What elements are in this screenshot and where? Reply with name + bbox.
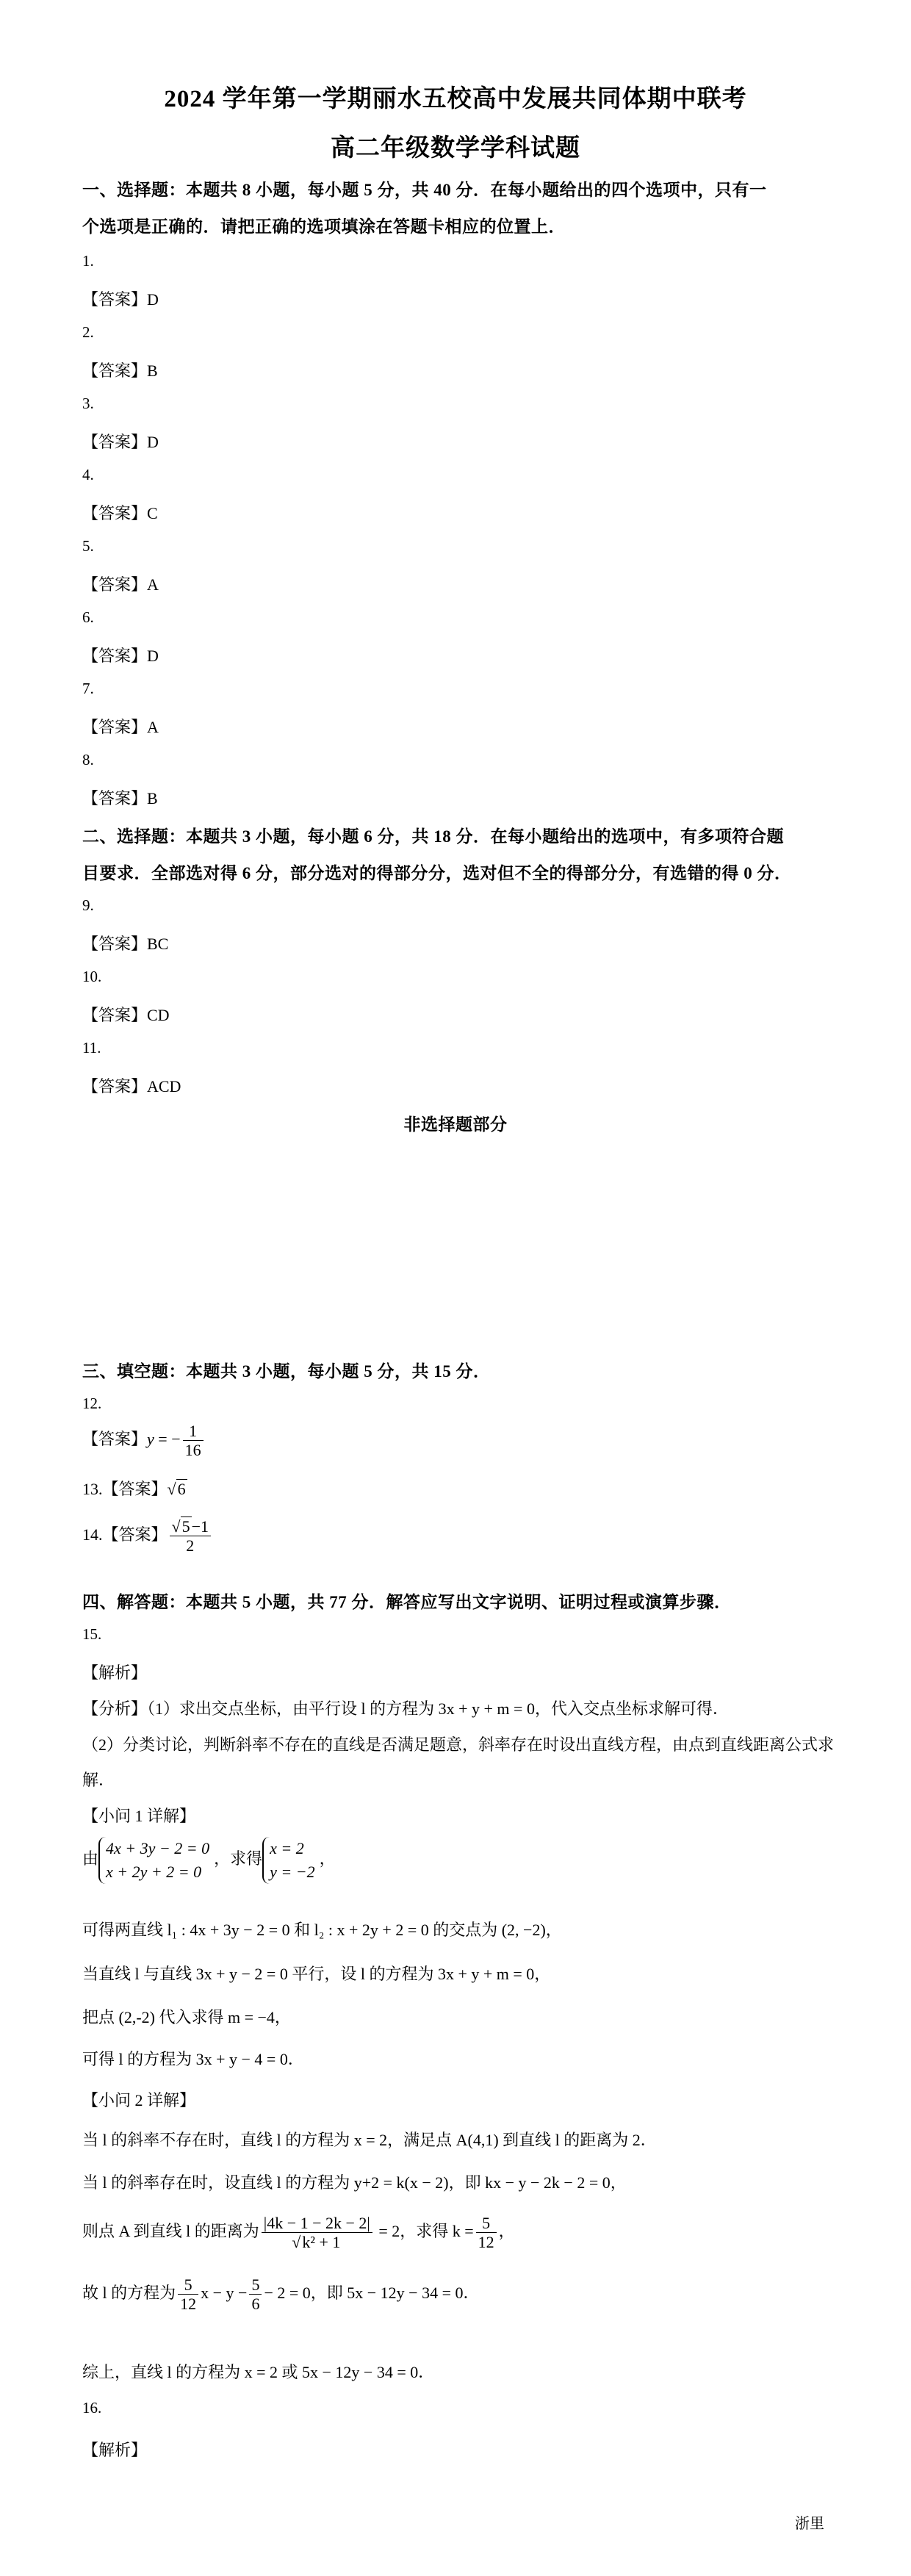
answer-line: 【答案】D [82,433,159,451]
analysis-line: （2）分类讨论，判断斜率不存在的直线是否满足题意，斜率存在时设出直线方程，由点到直线距离公式求 [82,1735,835,1754]
solution-line: 把点 (2,-2) 代入求得 m = −4， [82,2008,291,2026]
denominator: 12 [478,2233,494,2252]
denominator: 16 [184,1441,201,1460]
text: 故 l 的方程为 [82,2283,176,2302]
sub-question-label: 【小问 1 详解】 [82,1807,196,1825]
fraction [476,2214,497,2252]
fraction [262,2214,372,2252]
question-number: 12. [82,1395,102,1412]
text: − 2 = 0，即 5x − 12y − 34 = 0． [264,2283,480,2302]
question-number: 2. [82,323,94,341]
page-title: 2024 学年第一学期丽水五校高中发展共同体期中联考 [164,86,747,112]
denominator [262,2233,372,2251]
question-number: 9. [82,896,94,914]
radicand: 5 [181,1517,190,1536]
numerator: 1 [183,1422,204,1441]
fraction [170,1517,212,1555]
jiexi-label: 【解析】 [82,2441,148,2459]
question-number: 5. [82,537,94,555]
sub-question-label: 【小问 2 详解】 [82,2091,196,2109]
numerator [170,1517,212,1536]
denominator: 12 [180,2295,197,2314]
answer-line: 【答案】A [82,575,159,594]
solution-line: 可得两直线 l₁ : 4x + 3y − 2 = 0 和 l₂ : x + 2y + 2 = 0 的交点为 (2, −2)， [82,1921,562,1939]
equation: x + 2y + 2 = 0 [106,1862,202,1881]
numerator-rest: −1 [191,1517,209,1536]
answer-label: 14.【答案】 [82,1525,168,1544]
text: ，求得 [214,1849,263,1868]
section2-heading-line1: 二、选择题：本题共 3 小题，每小题 6 分，共 18 分．在每小题给出的选项中，有多项符合题 [82,827,784,846]
text: ， [498,2221,515,2240]
question-number: 3. [82,395,94,412]
numerator: 5 [249,2275,262,2295]
question-number: 16. [82,2399,102,2417]
section1-heading-line2: 个选项是正确的．请把正确的选项填涂在答题卡相应的位置上． [82,217,566,236]
equation: y = −2 [270,1862,315,1881]
question-number: 1. [82,252,94,270]
answer-line: 【答案】A [82,718,159,736]
answer-label: 【答案】 [82,1429,148,1448]
answer-line: 【答案】B [82,789,158,807]
footer-mark: 浙里 [795,2516,824,2532]
sqrt-expression: √k² + 1 [292,2233,341,2252]
text: x − y − [201,2283,248,2302]
question-number: 7. [82,680,94,697]
solution-line: 当 l 的斜率存在时，设直线 l 的方程为 y+2 = k(x − 2)，即 kx − y − 2k − 2 = 0， [82,2173,627,2192]
answer-line: 【答案】ACD [82,1077,181,1095]
solution-line: 当 l 的斜率不存在时，直线 l 的方程为 x = 2，满足点 A(4,1) 到直线 l 的距离为 2． [82,2131,657,2149]
page-subtitle: 高二年级数学学科试题 [331,135,580,162]
conclusion-line: 综上，直线 l 的方程为 x = 2 或 5x − 12y − 34 = 0． [82,2363,435,2381]
equation-system-line [82,1837,336,1884]
equation: x = 2 [270,1839,304,1857]
numerator: |4k − 1 − 2k − 2| [262,2214,372,2233]
fraction [183,1422,204,1460]
text: 由 [82,1849,99,1868]
answer-line: 【答案】C [82,504,158,522]
text: ， [319,1849,336,1868]
equation-line [82,2275,480,2314]
sqrt-expression: √6 [167,1480,186,1498]
analysis-line: 解． [82,1771,115,1789]
analysis-line: 【分析】（1）求出交点坐标，由平行设 l 的方程为 3x + y + m = 0，代入交点坐标求解可得． [82,1699,729,1718]
sqrt-expression: √5 [171,1517,190,1536]
solution-line: 当直线 l 与直线 3x + y − 2 = 0 平行，设 l 的方程为 3x + y + m = 0， [82,1965,551,1983]
section4-heading: 四、解答题：本题共 5 小题，共 77 分．解答应写出文字说明、证明过程或演算步骤． [82,1593,732,1611]
denominator: 2 [186,1536,195,1555]
answer-line: 【答案】CD [82,1006,170,1024]
answer-line: 【答案】B [82,361,158,380]
denominator: 6 [251,2295,260,2314]
nonchoice-title: 非选择题部分 [403,1115,508,1134]
fraction [249,2275,262,2314]
text: 则点 A 到直线 l 的距离为 [82,2221,259,2240]
answer-line: 【答案】D [82,647,159,665]
section1-heading-line1: 一、选择题：本题共 8 小题，每小题 5 分，共 40 分．在每小题给出的四个选项中，只有一 [82,181,767,199]
numerator: 5 [476,2214,497,2233]
answer-line: 【答案】D [82,290,159,309]
radicand: k² + 1 [302,2233,341,2252]
math-var: y [147,1429,154,1448]
question-number: 8. [82,751,94,769]
solution-system [262,1837,319,1884]
solution-line: 可得 l 的方程为 3x + y − 4 = 0． [82,2050,304,2068]
question-number: 15. [82,1625,102,1643]
radicand: 6 [177,1480,186,1498]
fraction [178,2275,198,2314]
answer-line: 【答案】BC [82,935,169,953]
answer-13 [82,1477,187,1500]
question-number: 11. [82,1039,101,1057]
equation: 4x + 3y − 2 = 0 [106,1839,210,1857]
question-number: 10. [82,968,102,985]
equation-system [98,1837,214,1884]
section3-heading: 三、填空题：本题共 3 小题，每小题 5 分，共 15 分． [82,1362,491,1381]
distance-line [82,2214,515,2252]
math-op: = − [154,1429,181,1448]
answer-12 [82,1422,206,1460]
text: = 2，求得 k = [374,2221,474,2240]
question-number: 4. [82,466,94,483]
answer-label: 13.【答案】 [82,1480,168,1498]
numerator: 5 [178,2275,198,2295]
answer-14 [82,1517,213,1555]
jiexi-label: 【解析】 [82,1663,148,1682]
section2-heading-line2: 目要求．全部选对得 6 分，部分选对的得部分分，选对但不全的得部分分，有选错的得 0 分． [82,864,792,882]
question-number: 6. [82,608,94,626]
